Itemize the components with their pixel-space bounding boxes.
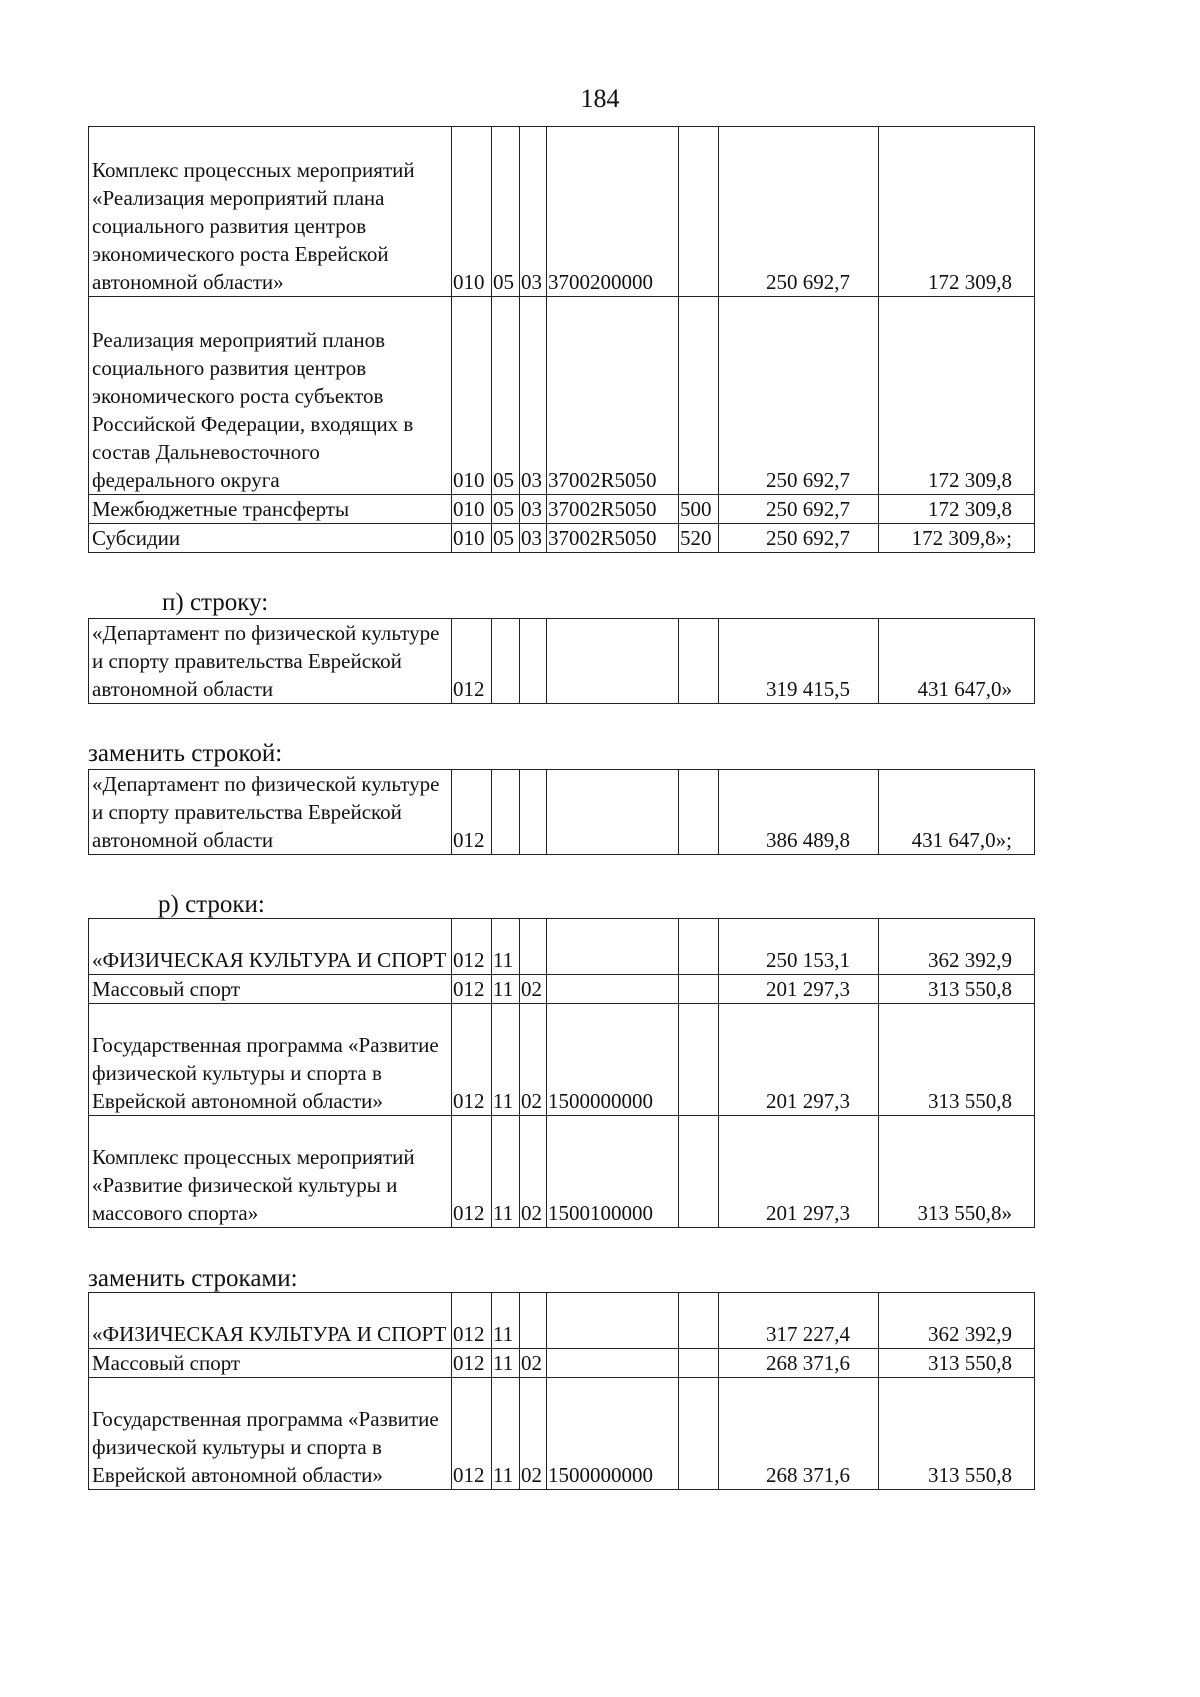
amount-2: 172 309,8 bbox=[879, 297, 1035, 495]
table-row bbox=[89, 1116, 1035, 1228]
table-row bbox=[89, 975, 1035, 1004]
section-code: 11 bbox=[492, 919, 520, 975]
amount-1: 201 297,3 bbox=[719, 1004, 879, 1116]
budget-table-old-row bbox=[88, 618, 1035, 704]
target-article-code bbox=[547, 619, 679, 704]
amount-2: 431 647,0»; bbox=[879, 770, 1035, 855]
table-row bbox=[89, 770, 1035, 855]
amount-1: 386 489,8 bbox=[719, 770, 879, 855]
table-row bbox=[89, 619, 1035, 704]
subsection-code bbox=[520, 1293, 547, 1349]
budget-table-new-row bbox=[88, 769, 1035, 855]
expense-type-code: 520 bbox=[679, 524, 719, 553]
subsection-code: 03 bbox=[520, 127, 547, 297]
table-row bbox=[89, 127, 1035, 297]
subsection-code bbox=[520, 770, 547, 855]
section-code: 11 bbox=[492, 975, 520, 1004]
ved-code: 012 bbox=[452, 919, 492, 975]
page-number: 184 bbox=[580, 84, 620, 113]
section-code: 05 bbox=[492, 297, 520, 495]
table-row bbox=[89, 524, 1035, 553]
expense-type-code bbox=[679, 1349, 719, 1378]
target-article-code bbox=[547, 1349, 679, 1378]
section-code: 05 bbox=[492, 495, 520, 524]
row-name: Межбюджетные трансферты bbox=[89, 495, 452, 524]
ved-code: 012 bbox=[452, 1004, 492, 1116]
amount-1: 250 153,1 bbox=[719, 919, 879, 975]
target-article-code bbox=[547, 919, 679, 975]
subsection-code bbox=[520, 619, 547, 704]
subsection-code: 02 bbox=[520, 1349, 547, 1378]
table-row bbox=[89, 495, 1035, 524]
ved-code: 010 bbox=[452, 297, 492, 495]
amount-1: 268 371,6 bbox=[719, 1349, 879, 1378]
expense-type-code bbox=[679, 770, 719, 855]
expense-type-code bbox=[679, 127, 719, 297]
ved-code: 010 bbox=[452, 127, 492, 297]
section-code: 05 bbox=[492, 127, 520, 297]
table-row bbox=[89, 297, 1035, 495]
section-code: 11 bbox=[492, 1116, 520, 1228]
row-name: Субсидии bbox=[89, 524, 452, 553]
expense-type-code bbox=[679, 619, 719, 704]
amount-1: 250 692,7 bbox=[719, 297, 879, 495]
amount-2: 172 309,8 bbox=[879, 495, 1035, 524]
section-code: 11 bbox=[492, 1293, 520, 1349]
budget-table-new-rows bbox=[88, 1292, 1035, 1490]
target-article-code: 1500100000 bbox=[547, 1116, 679, 1228]
ved-code: 012 bbox=[452, 1293, 492, 1349]
subsection-code: 02 bbox=[520, 975, 547, 1004]
expense-type-code bbox=[679, 1293, 719, 1349]
table-row bbox=[89, 1349, 1035, 1378]
amount-2: 172 309,8 bbox=[879, 127, 1035, 297]
amount-1: 250 692,7 bbox=[719, 495, 879, 524]
target-article-code: 37002R5050 bbox=[547, 524, 679, 553]
expense-type-code: 500 bbox=[679, 495, 719, 524]
table-row bbox=[89, 1004, 1035, 1116]
target-article-code: 1500000000 bbox=[547, 1004, 679, 1116]
row-name: Комплекс процессных мероприятий «Реализация мероприятий плана социального развития центров экономического роста Еврейской автономной области» bbox=[89, 127, 452, 297]
expense-type-code bbox=[679, 1378, 719, 1490]
budget-table-old-rows bbox=[88, 918, 1035, 1228]
row-name: Государственная программа «Развитие физической культуры и спорта в Еврейской автономной области» bbox=[89, 1378, 452, 1490]
amount-1: 250 692,7 bbox=[719, 524, 879, 553]
row-name: «ФИЗИЧЕСКАЯ КУЛЬТУРА И СПОРТ bbox=[89, 1293, 452, 1349]
row-name: Массовый спорт bbox=[89, 1349, 452, 1378]
ved-code: 010 bbox=[452, 524, 492, 553]
subsection-code: 03 bbox=[520, 297, 547, 495]
section-code bbox=[492, 770, 520, 855]
row-name: Комплекс процессных мероприятий «Развитие физической культуры и массового спорта» bbox=[89, 1116, 452, 1228]
row-name: Государственная программа «Развитие физической культуры и спорта в Еврейской автономной области» bbox=[89, 1004, 452, 1116]
amount-2: 313 550,8 bbox=[879, 1378, 1035, 1490]
amount-2: 362 392,9 bbox=[879, 1293, 1035, 1349]
section-code: 11 bbox=[492, 1349, 520, 1378]
amount-2: 431 647,0» bbox=[879, 619, 1035, 704]
ved-code: 012 bbox=[452, 975, 492, 1004]
ved-code: 012 bbox=[452, 1378, 492, 1490]
ved-code: 010 bbox=[452, 495, 492, 524]
subsection-code: 03 bbox=[520, 495, 547, 524]
section-heading: заменить строкой: bbox=[88, 740, 283, 767]
amount-2: 313 550,8 bbox=[879, 1004, 1035, 1116]
amount-2: 313 550,8 bbox=[879, 975, 1035, 1004]
section-code bbox=[492, 619, 520, 704]
ved-code: 012 bbox=[452, 1116, 492, 1228]
subsection-code: 03 bbox=[520, 524, 547, 553]
target-article-code bbox=[547, 1293, 679, 1349]
subsection-code bbox=[520, 919, 547, 975]
section-heading: р) строки: bbox=[158, 891, 265, 918]
table-row bbox=[89, 1378, 1035, 1490]
subsection-code: 02 bbox=[520, 1004, 547, 1116]
expense-type-code bbox=[679, 975, 719, 1004]
amount-1: 250 692,7 bbox=[719, 127, 879, 297]
subsection-code: 02 bbox=[520, 1116, 547, 1228]
row-name: «Департамент по физической культуре и спорту правительства Еврейской автономной области bbox=[89, 619, 452, 704]
ved-code: 012 bbox=[452, 1349, 492, 1378]
target-article-code: 3700200000 bbox=[547, 127, 679, 297]
expense-type-code bbox=[679, 297, 719, 495]
section-heading: п) строку: bbox=[162, 589, 269, 616]
amount-2: 362 392,9 bbox=[879, 919, 1035, 975]
ved-code: 012 bbox=[452, 619, 492, 704]
section-code: 11 bbox=[492, 1004, 520, 1116]
expense-type-code bbox=[679, 1116, 719, 1228]
target-article-code: 37002R5050 bbox=[547, 495, 679, 524]
target-article-code bbox=[547, 975, 679, 1004]
budget-table-continued bbox=[88, 126, 1035, 553]
row-name: Реализация мероприятий планов социального развития центров экономического роста субъектов Российской Федерации, входящих в состав Дальневосточного федерального округа bbox=[89, 297, 452, 495]
row-name: Массовый спорт bbox=[89, 975, 452, 1004]
target-article-code bbox=[547, 770, 679, 855]
amount-2: 313 550,8 bbox=[879, 1349, 1035, 1378]
amount-1: 319 415,5 bbox=[719, 619, 879, 704]
expense-type-code bbox=[679, 1004, 719, 1116]
amount-2: 172 309,8»; bbox=[879, 524, 1035, 553]
subsection-code: 02 bbox=[520, 1378, 547, 1490]
section-heading: заменить строками: bbox=[88, 1265, 298, 1292]
row-name: «Департамент по физической культуре и спорту правительства Еврейской автономной области bbox=[89, 770, 452, 855]
amount-2: 313 550,8» bbox=[879, 1116, 1035, 1228]
amount-1: 201 297,3 bbox=[719, 975, 879, 1004]
expense-type-code bbox=[679, 919, 719, 975]
target-article-code: 37002R5050 bbox=[547, 297, 679, 495]
ved-code: 012 bbox=[452, 770, 492, 855]
amount-1: 201 297,3 bbox=[719, 1116, 879, 1228]
row-name: «ФИЗИЧЕСКАЯ КУЛЬТУРА И СПОРТ bbox=[89, 919, 452, 975]
amount-1: 317 227,4 bbox=[719, 1293, 879, 1349]
section-code: 11 bbox=[492, 1378, 520, 1490]
section-code: 05 bbox=[492, 524, 520, 553]
target-article-code: 1500000000 bbox=[547, 1378, 679, 1490]
table-row bbox=[89, 1293, 1035, 1349]
amount-1: 268 371,6 bbox=[719, 1378, 879, 1490]
table-row bbox=[89, 919, 1035, 975]
